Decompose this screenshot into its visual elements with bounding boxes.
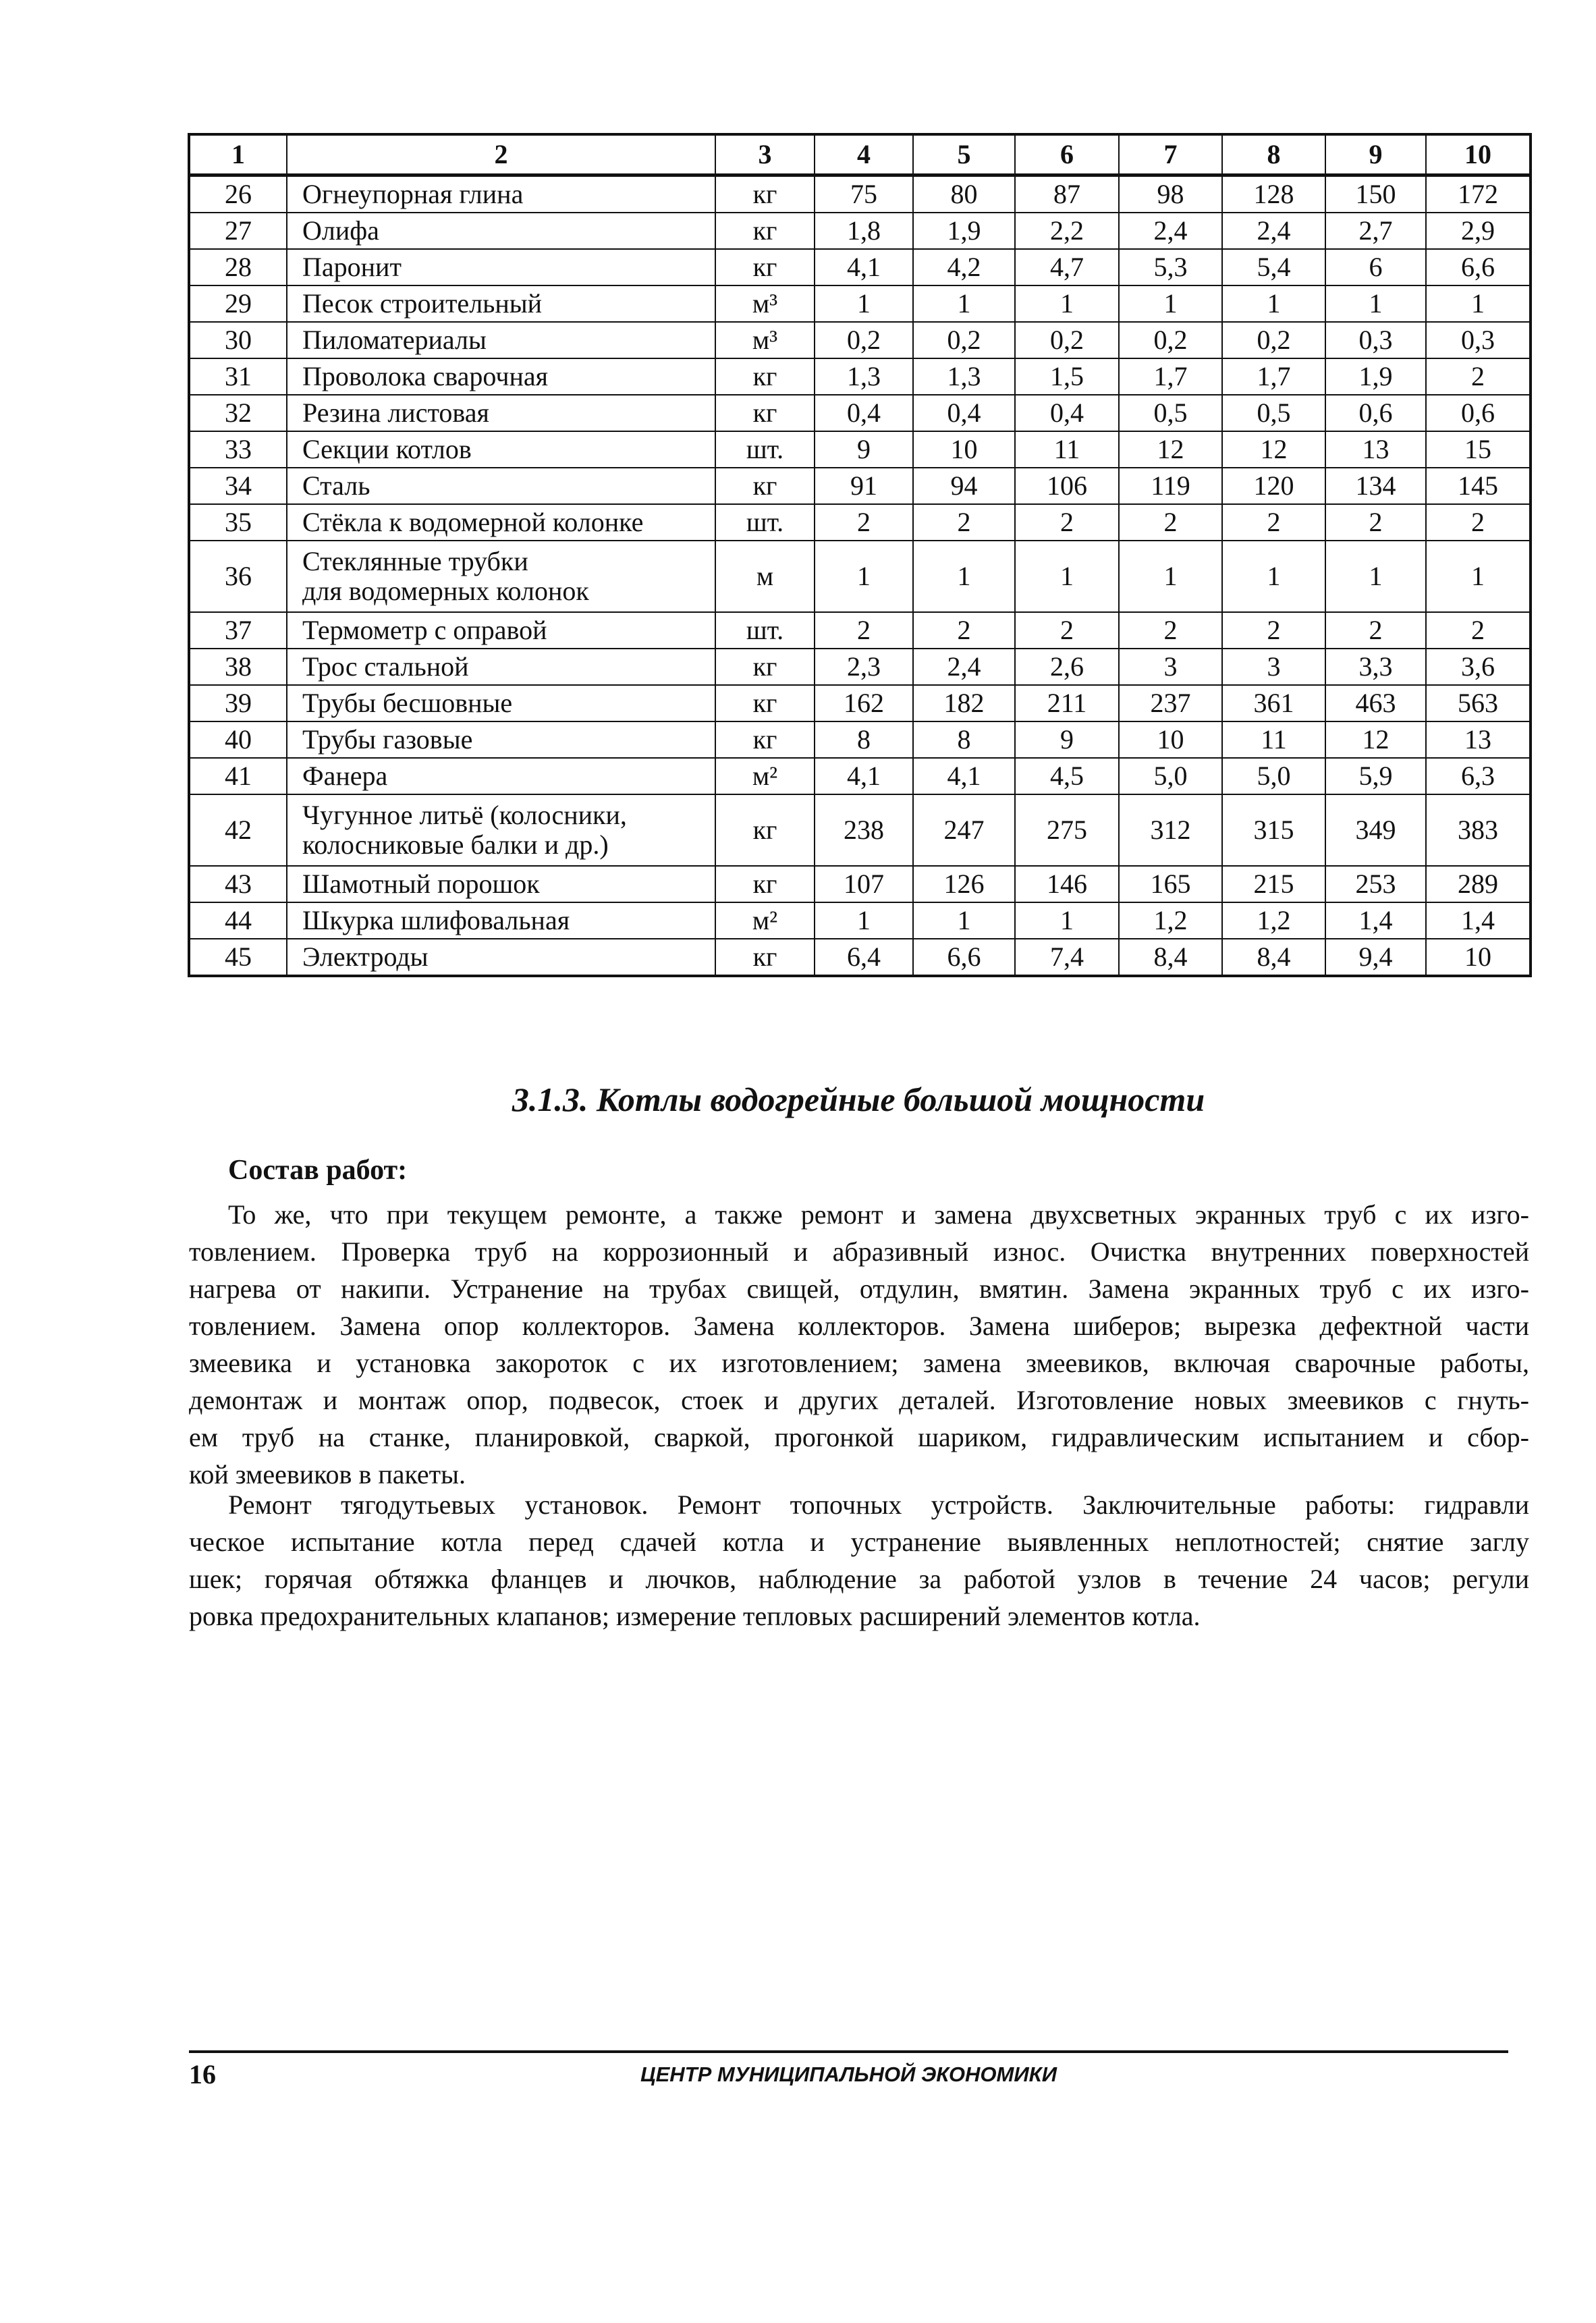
value-cell: 1 <box>1222 541 1325 612</box>
value-cell: 0,5 <box>1222 395 1325 431</box>
value-cell: 247 <box>913 794 1015 866</box>
value-cell: 2 <box>1015 612 1119 649</box>
unit-cell: кг <box>715 939 815 976</box>
value-cell: 6 <box>1325 249 1426 285</box>
column-header: 8 <box>1222 134 1325 175</box>
value-cell: 11 <box>1015 431 1119 468</box>
row-number-cell: 37 <box>189 612 287 649</box>
value-cell: 1 <box>1222 285 1325 322</box>
value-cell: 4,5 <box>1015 758 1119 794</box>
value-cell: 1,5 <box>1015 358 1119 395</box>
value-cell: 91 <box>815 468 913 504</box>
value-cell: 4,1 <box>913 758 1015 794</box>
row-number-cell: 45 <box>189 939 287 976</box>
row-number-cell: 38 <box>189 649 287 685</box>
page-number: 16 <box>189 2059 216 2089</box>
value-cell: 2 <box>913 612 1015 649</box>
value-cell: 3,6 <box>1426 649 1531 685</box>
value-cell: 2,2 <box>1015 213 1119 249</box>
value-cell: 9 <box>815 431 913 468</box>
value-cell: 1,3 <box>913 358 1015 395</box>
row-number-cell: 33 <box>189 431 287 468</box>
value-cell: 0,6 <box>1325 395 1426 431</box>
value-cell: 2 <box>1426 612 1531 649</box>
row-number-cell: 27 <box>189 213 287 249</box>
value-cell: 5,3 <box>1119 249 1222 285</box>
table-row <box>189 431 1531 468</box>
unit-cell: шт. <box>715 612 815 649</box>
table-header-row <box>189 134 1531 175</box>
value-cell: 1 <box>1426 541 1531 612</box>
value-cell: 107 <box>815 866 913 902</box>
value-cell: 75 <box>815 175 913 213</box>
value-cell: 8 <box>815 721 913 758</box>
table-row <box>189 721 1531 758</box>
value-cell: 1 <box>1119 285 1222 322</box>
text-line: нагрева от накипи. Устранение на трубах свищей, отдулин, вмятин. Замена экранных труб с их изго- <box>189 1274 1529 1304</box>
unit-cell: кг <box>715 685 815 721</box>
value-cell: 0,2 <box>1119 322 1222 358</box>
value-cell: 275 <box>1015 794 1119 866</box>
value-cell: 15 <box>1426 431 1531 468</box>
value-cell: 1 <box>1426 285 1531 322</box>
unit-cell: кг <box>715 175 815 213</box>
table-row <box>189 213 1531 249</box>
value-cell: 2,4 <box>913 649 1015 685</box>
column-header: 5 <box>913 134 1015 175</box>
material-name-cell: Паронит <box>287 249 715 285</box>
material-name-cell: Резина листовая <box>287 395 715 431</box>
value-cell: 172 <box>1426 175 1531 213</box>
value-cell: 1 <box>913 285 1015 322</box>
value-cell: 2 <box>1119 504 1222 541</box>
unit-cell: м³ <box>715 322 815 358</box>
value-cell: 289 <box>1426 866 1531 902</box>
value-cell: 1,4 <box>1426 902 1531 939</box>
unit-cell: м <box>715 541 815 612</box>
row-number-cell: 28 <box>189 249 287 285</box>
value-cell: 1 <box>815 902 913 939</box>
column-header: 9 <box>1325 134 1426 175</box>
value-cell: 12 <box>1222 431 1325 468</box>
column-header: 4 <box>815 134 913 175</box>
material-name-cell: Проволока сварочная <box>287 358 715 395</box>
text-line: шек; горячая обтяжка фланцев и лючков, наблюдение за работой узлов в течение 24 часов; регули <box>189 1564 1529 1594</box>
table-row <box>189 866 1531 902</box>
text-line: кой змеевиков в пакеты. <box>189 1459 466 1490</box>
value-cell: 4,1 <box>815 249 913 285</box>
work-composition-label: Состав работ: <box>228 1155 408 1186</box>
value-cell: 0,2 <box>1222 322 1325 358</box>
paragraph-2 <box>189 1486 1529 1635</box>
value-cell: 349 <box>1325 794 1426 866</box>
value-cell: 1,3 <box>815 358 913 395</box>
value-cell: 1,8 <box>815 213 913 249</box>
table-row <box>189 175 1531 213</box>
material-name-cell: Шамотный порошок <box>287 866 715 902</box>
value-cell: 0,5 <box>1119 395 1222 431</box>
unit-cell: кг <box>715 649 815 685</box>
value-cell: 146 <box>1015 866 1119 902</box>
value-cell: 6,3 <box>1426 758 1531 794</box>
value-cell: 162 <box>815 685 913 721</box>
value-cell: 3 <box>1119 649 1222 685</box>
value-cell: 2 <box>1325 612 1426 649</box>
footer-divider <box>189 2050 1508 2053</box>
value-cell: 253 <box>1325 866 1426 902</box>
material-name-cell: Трубы газовые <box>287 721 715 758</box>
unit-cell: м² <box>715 902 815 939</box>
value-cell: 2 <box>1426 358 1531 395</box>
value-cell: 1 <box>1325 285 1426 322</box>
value-cell: 312 <box>1119 794 1222 866</box>
value-cell: 563 <box>1426 685 1531 721</box>
table-row <box>189 939 1531 976</box>
material-name-cell: Электроды <box>287 939 715 976</box>
table-row <box>189 649 1531 685</box>
value-cell: 2,9 <box>1426 213 1531 249</box>
value-cell: 463 <box>1325 685 1426 721</box>
value-cell: 5,0 <box>1119 758 1222 794</box>
value-cell: 1 <box>1015 902 1119 939</box>
value-cell: 7,4 <box>1015 939 1119 976</box>
value-cell: 8 <box>913 721 1015 758</box>
material-name-cell: Огнеупорная глина <box>287 175 715 213</box>
material-name-cell: Термометр с оправой <box>287 612 715 649</box>
column-header: 10 <box>1426 134 1531 175</box>
text-line: ровка предохранительных клапанов; измерение тепловых расширений элементов котла. <box>189 1601 1201 1631</box>
text-line: змеевика и установка закороток с их изготовлением; замена змеевиков, включая сварочные работы, <box>189 1348 1529 1378</box>
value-cell: 87 <box>1015 175 1119 213</box>
text-line: товлением. Замена опор коллекторов. Замена коллекторов. Замена шиберов; вырезка дефектной части <box>189 1311 1529 1341</box>
value-cell: 1,9 <box>1325 358 1426 395</box>
material-name-cell: Трос стальной <box>287 649 715 685</box>
text-line: Ремонт тягодутьевых установок. Ремонт топочных устройств. Заключительные работы: гидравли <box>228 1490 1529 1520</box>
value-cell: 2 <box>1222 504 1325 541</box>
table-row <box>189 504 1531 541</box>
text-line: демонтаж и монтаж опор, подвесок, стоек и других деталей. Изготовление новых змеевиков с гнуть- <box>189 1385 1529 1415</box>
value-cell: 165 <box>1119 866 1222 902</box>
row-number-cell: 31 <box>189 358 287 395</box>
value-cell: 3 <box>1222 649 1325 685</box>
value-cell: 1 <box>913 541 1015 612</box>
value-cell: 1 <box>1119 541 1222 612</box>
value-cell: 2 <box>815 504 913 541</box>
row-number-cell: 36 <box>189 541 287 612</box>
value-cell: 2,4 <box>1222 213 1325 249</box>
row-number-cell: 26 <box>189 175 287 213</box>
material-name-cell: Стеклянные трубки для водомерных колонок <box>287 541 715 612</box>
material-name-cell: Трубы бесшовные <box>287 685 715 721</box>
value-cell: 6,6 <box>1426 249 1531 285</box>
value-cell: 0,2 <box>1015 322 1119 358</box>
value-cell: 1,4 <box>1325 902 1426 939</box>
table-row <box>189 468 1531 504</box>
material-name-cell: Песок строительный <box>287 285 715 322</box>
value-cell: 1,2 <box>1119 902 1222 939</box>
value-cell: 361 <box>1222 685 1325 721</box>
value-cell: 10 <box>913 431 1015 468</box>
value-cell: 119 <box>1119 468 1222 504</box>
table-row <box>189 685 1531 721</box>
table-row <box>189 612 1531 649</box>
value-cell: 9,4 <box>1325 939 1426 976</box>
value-cell: 1 <box>1015 541 1119 612</box>
unit-cell: кг <box>715 358 815 395</box>
value-cell: 4,2 <box>913 249 1015 285</box>
value-cell: 1,9 <box>913 213 1015 249</box>
value-cell: 12 <box>1325 721 1426 758</box>
material-name-cell: Сталь <box>287 468 715 504</box>
value-cell: 120 <box>1222 468 1325 504</box>
value-cell: 237 <box>1119 685 1222 721</box>
column-header: 7 <box>1119 134 1222 175</box>
value-cell: 1 <box>913 902 1015 939</box>
value-cell: 98 <box>1119 175 1222 213</box>
text-line: ем труб на станке, планировкой, сваркой, прогонкой шариком, гидравлическим испытанием и сбор- <box>189 1422 1529 1452</box>
material-name-cell: Фанера <box>287 758 715 794</box>
unit-cell: шт. <box>715 504 815 541</box>
value-cell: 4,7 <box>1015 249 1119 285</box>
value-cell: 238 <box>815 794 913 866</box>
material-name-cell: Секции котлов <box>287 431 715 468</box>
text-line: То же, что при текущем ремонте, а также ремонт и замена двухсветных экранных труб с их изго- <box>228 1199 1529 1230</box>
value-cell: 0,4 <box>913 395 1015 431</box>
value-cell: 2 <box>1015 504 1119 541</box>
table-row <box>189 395 1531 431</box>
value-cell: 2,7 <box>1325 213 1426 249</box>
value-cell: 0,4 <box>815 395 913 431</box>
value-cell: 13 <box>1426 721 1531 758</box>
materials-table <box>188 133 1532 977</box>
text-line: ческое испытание котла перед сдачей котла и устранение выявленных неплотностей; снятие заглу <box>189 1527 1529 1557</box>
row-number-cell: 40 <box>189 721 287 758</box>
unit-cell: шт. <box>715 431 815 468</box>
value-cell: 106 <box>1015 468 1119 504</box>
row-number-cell: 39 <box>189 685 287 721</box>
value-cell: 383 <box>1426 794 1531 866</box>
table-row <box>189 285 1531 322</box>
value-cell: 2,6 <box>1015 649 1119 685</box>
value-cell: 1,7 <box>1222 358 1325 395</box>
table-row <box>189 322 1531 358</box>
value-cell: 5,4 <box>1222 249 1325 285</box>
table-row <box>189 794 1531 866</box>
value-cell: 8,4 <box>1222 939 1325 976</box>
value-cell: 13 <box>1325 431 1426 468</box>
value-cell: 3,3 <box>1325 649 1426 685</box>
value-cell: 1 <box>815 285 913 322</box>
column-header: 1 <box>189 134 287 175</box>
value-cell: 134 <box>1325 468 1426 504</box>
unit-cell: кг <box>715 213 815 249</box>
value-cell: 2 <box>1119 612 1222 649</box>
value-cell: 11 <box>1222 721 1325 758</box>
value-cell: 12 <box>1119 431 1222 468</box>
unit-cell: кг <box>715 249 815 285</box>
table-row <box>189 758 1531 794</box>
material-name-cell: Олифа <box>287 213 715 249</box>
value-cell: 8,4 <box>1119 939 1222 976</box>
unit-cell: м³ <box>715 285 815 322</box>
value-cell: 2,3 <box>815 649 913 685</box>
unit-cell: м² <box>715 758 815 794</box>
row-number-cell: 35 <box>189 504 287 541</box>
value-cell: 315 <box>1222 794 1325 866</box>
unit-cell: кг <box>715 721 815 758</box>
value-cell: 215 <box>1222 866 1325 902</box>
paragraph-1 <box>189 1196 1529 1493</box>
value-cell: 182 <box>913 685 1015 721</box>
value-cell: 6,6 <box>913 939 1015 976</box>
value-cell: 94 <box>913 468 1015 504</box>
column-header: 6 <box>1015 134 1119 175</box>
material-name-cell: Шкурка шлифовальная <box>287 902 715 939</box>
publisher-name: ЦЕНТР МУНИЦИПАЛЬНОЙ ЭКОНОМИКИ <box>640 2062 1057 2086</box>
unit-cell: кг <box>715 866 815 902</box>
value-cell: 0,3 <box>1325 322 1426 358</box>
value-cell: 0,3 <box>1426 322 1531 358</box>
value-cell: 145 <box>1426 468 1531 504</box>
row-number-cell: 34 <box>189 468 287 504</box>
column-header: 2 <box>287 134 715 175</box>
value-cell: 2,4 <box>1119 213 1222 249</box>
row-number-cell: 44 <box>189 902 287 939</box>
table-row <box>189 902 1531 939</box>
value-cell: 2 <box>815 612 913 649</box>
row-number-cell: 30 <box>189 322 287 358</box>
row-number-cell: 41 <box>189 758 287 794</box>
value-cell: 9 <box>1015 721 1119 758</box>
table-row <box>189 249 1531 285</box>
row-number-cell: 42 <box>189 794 287 866</box>
value-cell: 0,2 <box>913 322 1015 358</box>
value-cell: 0,6 <box>1426 395 1531 431</box>
value-cell: 6,4 <box>815 939 913 976</box>
unit-cell: кг <box>715 468 815 504</box>
unit-cell: кг <box>715 395 815 431</box>
value-cell: 0,2 <box>815 322 913 358</box>
value-cell: 2 <box>1426 504 1531 541</box>
material-name-cell: Пиломатериалы <box>287 322 715 358</box>
value-cell: 1 <box>1325 541 1426 612</box>
unit-cell: кг <box>715 794 815 866</box>
value-cell: 2 <box>1325 504 1426 541</box>
text-line: товлением. Проверка труб на коррозионный и абразивный износ. Очистка внутренних поверхностей <box>189 1236 1529 1267</box>
value-cell: 128 <box>1222 175 1325 213</box>
row-number-cell: 32 <box>189 395 287 431</box>
value-cell: 1,2 <box>1222 902 1325 939</box>
value-cell: 10 <box>1426 939 1531 976</box>
row-number-cell: 43 <box>189 866 287 902</box>
value-cell: 1,7 <box>1119 358 1222 395</box>
value-cell: 2 <box>913 504 1015 541</box>
section-heading: 3.1.3. Котлы водогрейные большой мощности <box>512 1081 1205 1118</box>
row-number-cell: 29 <box>189 285 287 322</box>
value-cell: 1 <box>815 541 913 612</box>
value-cell: 126 <box>913 866 1015 902</box>
value-cell: 0,4 <box>1015 395 1119 431</box>
material-name-cell: Чугунное литьё (колосники, колосниковые балки и др.) <box>287 794 715 866</box>
value-cell: 10 <box>1119 721 1222 758</box>
value-cell: 1 <box>1015 285 1119 322</box>
table-row <box>189 358 1531 395</box>
material-name-cell: Стёкла к водомерной колонке <box>287 504 715 541</box>
value-cell: 80 <box>913 175 1015 213</box>
value-cell: 5,0 <box>1222 758 1325 794</box>
value-cell: 5,9 <box>1325 758 1426 794</box>
value-cell: 2 <box>1222 612 1325 649</box>
table-row <box>189 541 1531 612</box>
value-cell: 150 <box>1325 175 1426 213</box>
value-cell: 211 <box>1015 685 1119 721</box>
column-header: 3 <box>715 134 815 175</box>
value-cell: 4,1 <box>815 758 913 794</box>
